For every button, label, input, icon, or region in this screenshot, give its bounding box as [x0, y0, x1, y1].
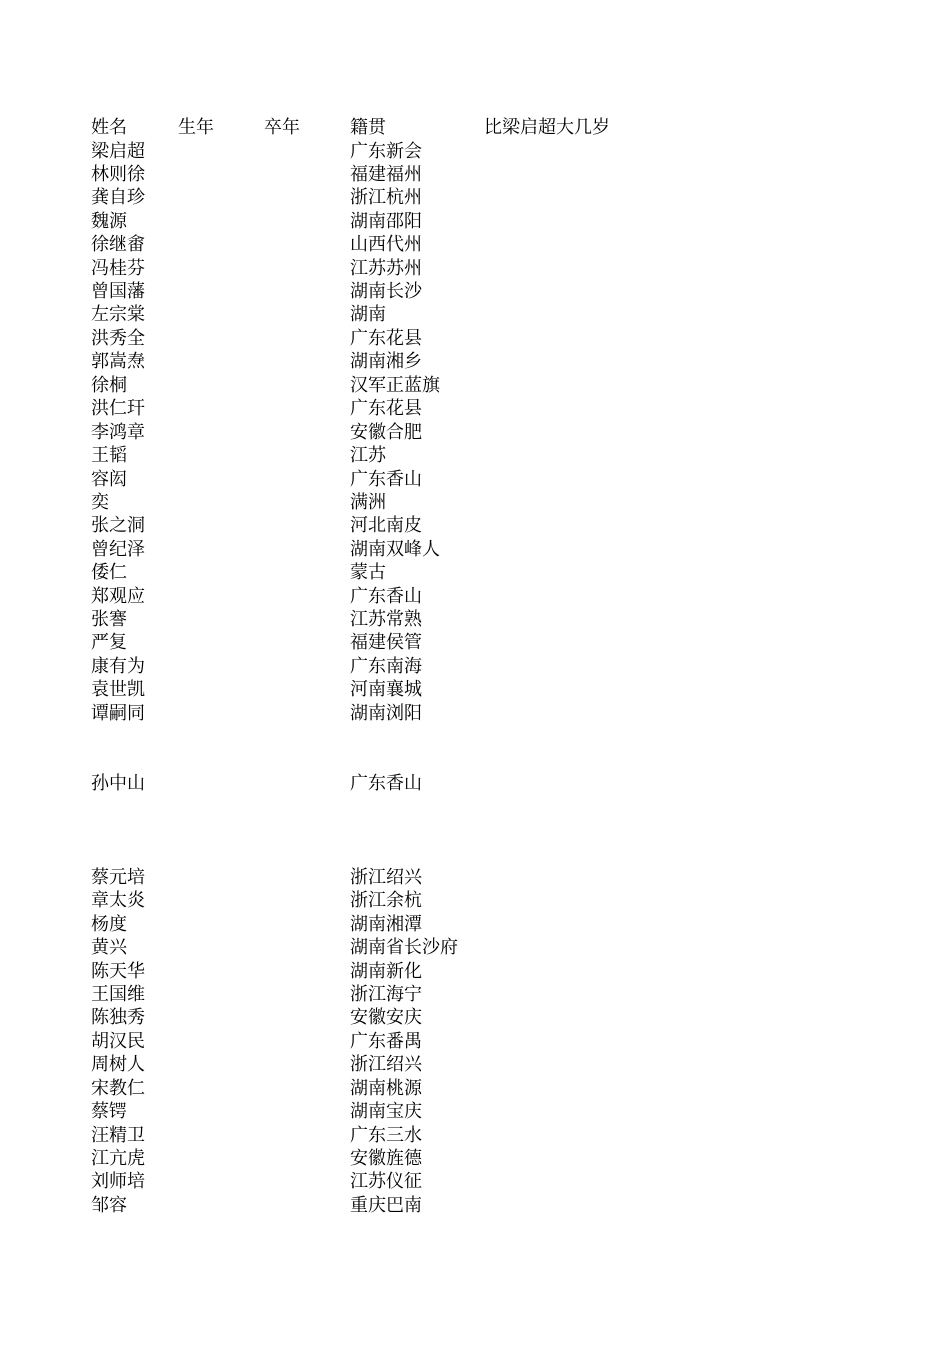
person-name: 奕	[91, 492, 109, 513]
person-name: 谭嗣同	[91, 703, 145, 724]
table-row	[0, 866, 950, 889]
person-name: 倭仁	[91, 562, 127, 583]
table-row	[0, 772, 950, 795]
person-name: 张之洞	[91, 515, 145, 536]
table-row	[0, 491, 950, 514]
native-place: 湖南宝庆	[350, 1101, 422, 1122]
native-place: 安徽合肥	[350, 422, 422, 443]
header-row	[0, 116, 950, 139]
person-name: 曾国藩	[91, 281, 145, 302]
person-name: 邹容	[91, 1195, 127, 1216]
table-row	[0, 631, 950, 654]
table-row	[0, 1100, 950, 1123]
person-name: 洪仁玕	[91, 398, 145, 419]
native-place: 浙江余杭	[350, 890, 422, 911]
person-name: 王韬	[91, 445, 127, 466]
person-name: 李鸿章	[91, 422, 145, 443]
native-place: 湖南省长沙府	[350, 937, 458, 958]
table-row	[0, 960, 950, 983]
native-place: 湖南长沙	[350, 281, 422, 302]
person-name: 杨度	[91, 914, 127, 935]
table-row	[0, 1006, 950, 1029]
native-place: 广东花县	[350, 398, 422, 419]
person-name: 周树人	[91, 1054, 145, 1075]
table-row	[0, 1077, 950, 1100]
native-place: 汉军正蓝旗	[350, 375, 440, 396]
native-place: 湖南浏阳	[350, 703, 422, 724]
native-place: 江苏	[350, 445, 386, 466]
table-row	[0, 913, 950, 936]
table-row	[0, 585, 950, 608]
native-place: 湖南湘乡	[350, 351, 422, 372]
person-name: 徐继畬	[91, 234, 145, 255]
person-name: 曾纪泽	[91, 539, 145, 560]
table-row	[0, 350, 950, 373]
native-place: 广东新会	[350, 141, 422, 162]
table-row	[0, 514, 950, 537]
person-name: 洪秀全	[91, 328, 145, 349]
table-row	[0, 678, 950, 701]
person-name: 郑观应	[91, 586, 145, 607]
native-place: 浙江杭州	[350, 187, 422, 208]
native-place: 重庆巴南	[350, 1195, 422, 1216]
person-name: 容闳	[91, 469, 127, 490]
native-place: 广东香山	[350, 773, 422, 794]
person-name: 魏源	[91, 211, 127, 232]
table-row	[0, 561, 950, 584]
native-place: 浙江绍兴	[350, 1054, 422, 1075]
table-row	[0, 1030, 950, 1053]
table-row	[0, 702, 950, 725]
header-death-year: 卒年	[264, 117, 300, 138]
person-name: 宋教仁	[91, 1078, 145, 1099]
person-name: 蔡元培	[91, 867, 145, 888]
native-place: 湖南湘潭	[350, 914, 422, 935]
native-place: 广东南海	[350, 656, 422, 677]
table-row	[0, 303, 950, 326]
table-row	[0, 936, 950, 959]
person-name: 徐桐	[91, 375, 127, 396]
person-name: 冯桂芬	[91, 258, 145, 279]
table-row	[0, 140, 950, 163]
table-row	[0, 1053, 950, 1076]
table-row	[0, 163, 950, 186]
table-row	[0, 186, 950, 209]
person-name: 林则徐	[91, 164, 145, 185]
table-row	[0, 327, 950, 350]
table-row	[0, 889, 950, 912]
person-name: 袁世凯	[91, 679, 145, 700]
person-name: 汪精卫	[91, 1125, 145, 1146]
person-name: 严复	[91, 632, 127, 653]
header-age-difference: 比梁启超大几岁	[484, 117, 610, 138]
native-place: 福建福州	[350, 164, 422, 185]
table-row	[0, 1147, 950, 1170]
native-place: 蒙古	[350, 562, 386, 583]
table-row	[0, 1170, 950, 1193]
native-place: 广东香山	[350, 586, 422, 607]
native-place: 山西代州	[350, 234, 422, 255]
native-place: 安徽安庆	[350, 1007, 422, 1028]
table-row	[0, 608, 950, 631]
native-place: 广东三水	[350, 1125, 422, 1146]
native-place: 广东番禺	[350, 1031, 422, 1052]
person-name: 梁启超	[91, 141, 145, 162]
native-place: 湖南新化	[350, 961, 422, 982]
table-row	[0, 421, 950, 444]
native-place: 安徽旌德	[350, 1148, 422, 1169]
person-name: 康有为	[91, 656, 145, 677]
native-place: 河北南皮	[350, 515, 422, 536]
native-place: 江苏苏州	[350, 258, 422, 279]
person-name: 陈天华	[91, 961, 145, 982]
table-row	[0, 233, 950, 256]
table-row	[0, 1194, 950, 1217]
table-row	[0, 444, 950, 467]
person-name: 龚自珍	[91, 187, 145, 208]
person-name: 黄兴	[91, 937, 127, 958]
native-place: 浙江海宁	[350, 984, 422, 1005]
person-name: 左宗棠	[91, 304, 145, 325]
native-place: 河南襄城	[350, 679, 422, 700]
native-place: 湖南邵阳	[350, 211, 422, 232]
table-row	[0, 655, 950, 678]
person-name: 王国维	[91, 984, 145, 1005]
native-place: 湖南双峰人	[350, 539, 440, 560]
native-place: 江苏仪征	[350, 1171, 422, 1192]
header-name: 姓名	[91, 117, 127, 138]
header-native-place: 籍贯	[350, 117, 386, 138]
table-row	[0, 397, 950, 420]
table-row	[0, 983, 950, 1006]
native-place: 浙江绍兴	[350, 867, 422, 888]
person-name: 蔡锷	[91, 1101, 127, 1122]
native-place: 广东香山	[350, 469, 422, 490]
native-place: 湖南桃源	[350, 1078, 422, 1099]
person-name: 孙中山	[91, 773, 145, 794]
person-name: 章太炎	[91, 890, 145, 911]
person-name: 陈独秀	[91, 1007, 145, 1028]
table-row	[0, 280, 950, 303]
person-name: 江亢虎	[91, 1148, 145, 1169]
person-name: 胡汉民	[91, 1031, 145, 1052]
native-place: 广东花县	[350, 328, 422, 349]
table-row	[0, 1124, 950, 1147]
table-row	[0, 210, 950, 233]
table-row	[0, 374, 950, 397]
table-row	[0, 257, 950, 280]
person-name: 刘师培	[91, 1171, 145, 1192]
header-birth-year: 生年	[178, 117, 214, 138]
native-place: 满洲	[350, 492, 386, 513]
table-row	[0, 468, 950, 491]
native-place: 福建侯管	[350, 632, 422, 653]
table-row	[0, 538, 950, 561]
native-place: 江苏常熟	[350, 609, 422, 630]
person-name: 张謇	[91, 609, 127, 630]
person-name: 郭嵩焘	[91, 351, 145, 372]
native-place: 湖南	[350, 304, 386, 325]
